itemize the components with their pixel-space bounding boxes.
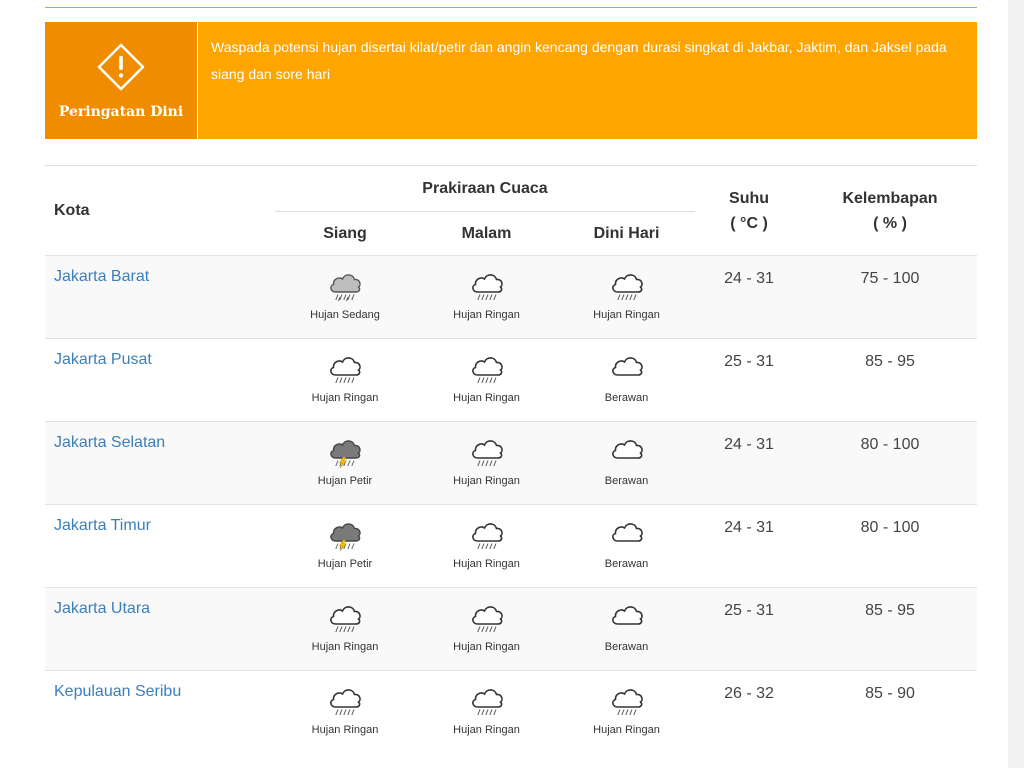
temperature-value: 24 - 31: [695, 505, 803, 588]
header-humidity-label: Kelembapan: [842, 189, 938, 207]
scrollbar-track[interactable]: [1008, 0, 1024, 768]
forecast-cell-siang: [275, 339, 415, 422]
header-humidity: [803, 166, 977, 256]
forecast-label: Hujan Ringan: [311, 392, 379, 404]
forecast-label: Hujan Sedang: [310, 309, 380, 321]
forecast-cell-siang: [275, 671, 415, 754]
table-row: [45, 588, 977, 671]
light-rain-icon: [467, 351, 507, 385]
humidity-value: 85 - 95: [803, 588, 977, 671]
forecast-label: Hujan Ringan: [311, 724, 379, 736]
header-temperature-label: Suhu: [729, 189, 770, 207]
warning-message: Waspada potensi hujan disertai kilat/petir dan angin kencang dengan durasi singkat di Jakbar, Jaktim, dan Jaksel pada siang dan sore hari: [211, 39, 947, 82]
forecast-cell-dini: [558, 256, 695, 339]
light-rain-icon: [325, 600, 365, 634]
forecast-label: Berawan: [604, 641, 649, 653]
city-link[interactable]: Jakarta Pusat: [45, 339, 275, 422]
forecast-label: Berawan: [604, 475, 649, 487]
header-city: Kota: [45, 166, 275, 256]
light-rain-icon: [325, 351, 365, 385]
light-rain-icon: [325, 683, 365, 717]
forecast-cell-siang: [275, 505, 415, 588]
forecast-cell-dini: [558, 671, 695, 754]
forecast-cell-malam: [415, 588, 558, 671]
light-rain-icon: [467, 268, 507, 302]
forecast-label: Hujan Ringan: [593, 724, 660, 736]
light-rain-icon: [607, 268, 647, 302]
forecast-cell-malam: [415, 339, 558, 422]
forecast-label: Hujan Ringan: [593, 309, 660, 321]
forecast-cell-dini: [558, 422, 695, 505]
light-rain-icon: [467, 683, 507, 717]
header-forecast: Prakiraan Cuaca: [275, 166, 695, 212]
light-rain-icon: [467, 434, 507, 468]
forecast-label: Hujan Petir: [317, 558, 373, 570]
header-humidity-unit: ( % ): [873, 214, 907, 232]
table-row: [45, 339, 977, 422]
forecast-cell-malam: [415, 671, 558, 754]
city-link[interactable]: Jakarta Timur: [45, 505, 275, 588]
cloudy-icon: [607, 434, 647, 468]
city-link[interactable]: Kepulauan Seribu: [45, 671, 275, 754]
temperature-value: 26 - 32: [695, 671, 803, 754]
header-malam: Malam: [461, 224, 512, 242]
forecast-cell-siang: [275, 588, 415, 671]
header-temperature: [695, 166, 803, 256]
thunderstorm-icon: [325, 517, 365, 551]
temperature-value: 24 - 31: [695, 256, 803, 339]
temperature-value: 25 - 31: [695, 588, 803, 671]
forecast-cell-dini: [558, 505, 695, 588]
forecast-label: Berawan: [604, 392, 649, 404]
header-dini-hari: Dini Hari: [593, 224, 660, 242]
city-link[interactable]: Jakarta Selatan: [45, 422, 275, 505]
table-row: [45, 671, 977, 754]
forecast-label: Hujan Ringan: [453, 558, 520, 570]
cloudy-icon: [607, 517, 647, 551]
light-rain-icon: [607, 683, 647, 717]
header-siang: Siang: [323, 224, 367, 242]
thunderstorm-icon: [325, 434, 365, 468]
forecast-label: Berawan: [604, 558, 649, 570]
top-divider: [45, 7, 977, 8]
city-link[interactable]: Jakarta Utara: [45, 588, 275, 671]
forecast-label: Hujan Petir: [317, 475, 373, 487]
light-rain-icon: [467, 517, 507, 551]
warning-title: Peringatan Dini: [58, 104, 184, 120]
forecast-label: Hujan Ringan: [453, 475, 520, 487]
forecast-label: Hujan Ringan: [453, 724, 520, 736]
cloudy-icon: [607, 351, 647, 385]
forecast-cell-malam: [415, 422, 558, 505]
city-link[interactable]: Jakarta Barat: [45, 256, 275, 339]
humidity-value: 85 - 95: [803, 339, 977, 422]
forecast-label: Hujan Ringan: [311, 641, 379, 653]
humidity-value: 80 - 100: [803, 422, 977, 505]
header-temperature-unit: ( °C ): [730, 214, 768, 232]
forecast-label: Hujan Ringan: [453, 392, 520, 404]
light-rain-icon: [467, 600, 507, 634]
forecast-label: Hujan Ringan: [453, 309, 520, 321]
table-row: [45, 505, 977, 588]
forecast-cell-malam: [415, 505, 558, 588]
forecast-cell-siang: [275, 422, 415, 505]
humidity-value: 85 - 90: [803, 671, 977, 754]
forecast-cell-malam: [415, 256, 558, 339]
forecast-cell-dini: [558, 339, 695, 422]
early-warning-banner: [45, 22, 977, 139]
cloudy-icon: [607, 600, 647, 634]
table-row: [45, 256, 977, 339]
forecast-rows: [45, 256, 977, 754]
weather-forecast-table: [45, 165, 977, 754]
forecast-cell-dini: [558, 588, 695, 671]
warning-badge: [45, 22, 198, 139]
forecast-cell-siang: [275, 256, 415, 339]
forecast-label: Hujan Ringan: [453, 641, 520, 653]
humidity-value: 80 - 100: [803, 505, 977, 588]
warning-diamond-icon: [96, 42, 146, 92]
temperature-value: 25 - 31: [695, 339, 803, 422]
humidity-value: 75 - 100: [803, 256, 977, 339]
temperature-value: 24 - 31: [695, 422, 803, 505]
moderate-rain-icon: [325, 268, 365, 302]
table-row: [45, 422, 977, 505]
